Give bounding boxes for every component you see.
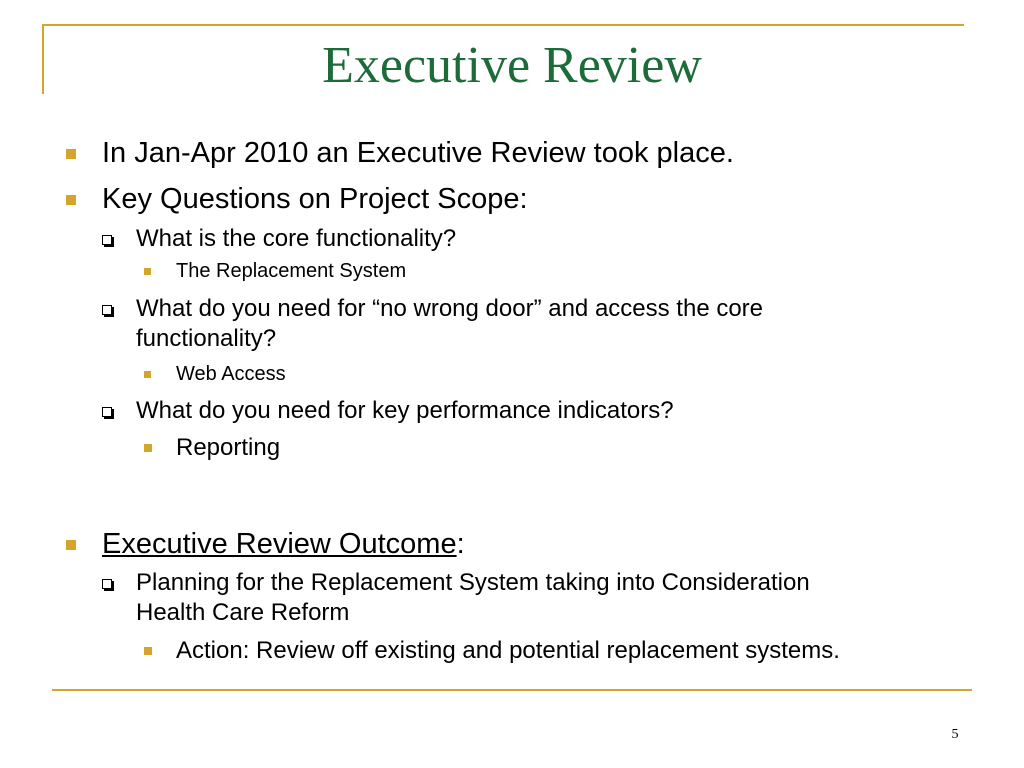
bullet-text: In Jan-Apr 2010 an Executive Review took place. <box>102 137 734 169</box>
bullet-text: Key Questions on Project Scope: <box>102 183 528 215</box>
bullet-text: What is the core functionality? <box>136 225 457 252</box>
square-bullet-icon <box>144 647 152 655</box>
bullet-text: Action: Review off existing and potential replacement systems. <box>176 637 840 664</box>
underlined-heading: Executive Review Outcome <box>102 528 457 560</box>
bullet-text-line1: Planning for the Replacement System taking into Consideration <box>136 569 810 596</box>
hollow-square-bullet-icon <box>102 235 112 245</box>
square-bullet-icon <box>66 195 76 205</box>
bullet-text: What do you need for key performance indicators? <box>136 397 674 424</box>
square-bullet-icon <box>144 268 151 275</box>
hollow-square-bullet-icon <box>102 579 112 589</box>
heading-colon: : <box>456 528 465 560</box>
bullet-text: Web Access <box>176 363 286 385</box>
bullet-text: Reporting <box>176 434 281 461</box>
hollow-square-bullet-icon <box>102 407 112 417</box>
hollow-square-bullet-icon <box>102 305 112 315</box>
bullet-text: The Replacement System <box>176 260 407 282</box>
square-bullet-icon <box>66 540 76 550</box>
top-decorative-rule <box>42 24 964 26</box>
bottom-decorative-rule <box>52 689 972 691</box>
square-bullet-icon <box>144 371 151 378</box>
bullet-text-line2: functionality? <box>136 325 277 352</box>
bullet-text-line1: What do you need for “no wrong door” and access the core <box>136 295 764 322</box>
square-bullet-icon <box>144 444 152 452</box>
bullet-text <box>102 527 465 561</box>
page-number: 5 <box>951 727 959 742</box>
slide-title: Executive Review <box>322 37 702 94</box>
square-bullet-icon <box>66 149 76 159</box>
bullet-text-line2: Health Care Reform <box>136 599 350 626</box>
